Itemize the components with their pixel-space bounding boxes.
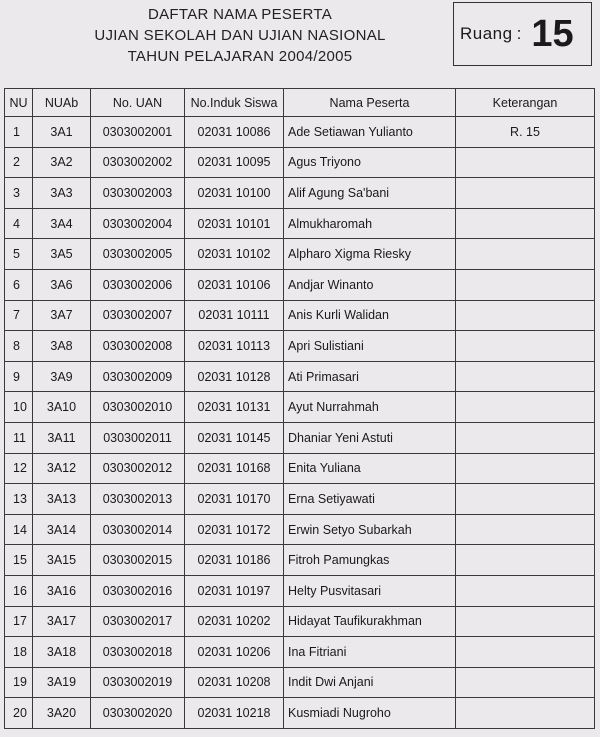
table-row [5,667,595,698]
table-row [5,422,595,453]
cell-nu: 5 [5,239,33,270]
participant-table [4,88,595,729]
cell-nama: Indit Dwi Anjani [284,667,456,698]
table-row [5,361,595,392]
cell-nu: 3 [5,178,33,209]
cell-nuab: 3A17 [33,606,91,637]
cell-no-induk: 02031 10208 [185,667,284,698]
cell-nu: 15 [5,545,33,576]
cell-no-induk: 02031 10100 [185,178,284,209]
cell-nama: Ati Primasari [284,361,456,392]
room-colon: : [516,24,522,43]
title-line-1: DAFTAR NAMA PESERTA [147,6,333,23]
cell-nama: Fitroh Pamungkas [284,545,456,576]
cell-nama: Erwin Setyo Subarkah [284,514,456,545]
table-header-row [5,89,595,117]
cell-nu: 10 [5,392,33,423]
cell-no-induk: 02031 10095 [185,147,284,178]
cell-nuab: 3A9 [33,361,91,392]
cell-nama: Dhaniar Yeni Astuti [284,422,456,453]
cell-keterangan [456,208,595,239]
cell-nu: 2 [5,147,33,178]
cell-nuab: 3A14 [33,514,91,545]
table-row [5,300,595,331]
cell-keterangan [456,361,595,392]
cell-nama: Agus Triyono [284,147,456,178]
cell-keterangan [456,575,595,606]
cell-nama: Anis Kurli Walidan [284,300,456,331]
cell-nama: Alif Agung Sa'bani [284,178,456,209]
cell-no-uan: 0303002013 [91,484,185,515]
cell-no-induk: 02031 10218 [185,698,284,729]
title-line-2: UJIAN SEKOLAH DAN UJIAN NASIONAL [94,27,386,44]
cell-keterangan [456,331,595,362]
cell-nu: 18 [5,637,33,668]
cell-no-uan: 0303002010 [91,392,185,423]
cell-nama: Ina Fitriani [284,637,456,668]
table-row [5,208,595,239]
table-row [5,545,595,576]
cell-nu: 6 [5,269,33,300]
cell-no-uan: 0303002016 [91,575,185,606]
table-row [5,269,595,300]
col-header-nuab: NUAb [33,89,91,117]
cell-no-induk: 02031 10113 [185,331,284,362]
cell-no-uan: 0303002020 [91,698,185,729]
cell-nu: 11 [5,422,33,453]
cell-nu: 14 [5,514,33,545]
table-row [5,331,595,362]
cell-keterangan [456,514,595,545]
table-row [5,698,595,729]
cell-no-uan: 0303002017 [91,606,185,637]
cell-no-induk: 02031 10128 [185,361,284,392]
col-header-keterangan: Keterangan [456,89,595,117]
cell-no-uan: 0303002018 [91,637,185,668]
cell-nuab: 3A16 [33,575,91,606]
room-label: Ruang [460,24,513,43]
room-number: 15 [531,12,574,55]
cell-nuab: 3A15 [33,545,91,576]
cell-no-uan: 0303002014 [91,514,185,545]
cell-keterangan [456,698,595,729]
table-row [5,117,595,148]
cell-no-induk: 02031 10086 [185,117,284,148]
table-body [5,117,595,729]
cell-nu: 12 [5,453,33,484]
cell-nuab: 3A7 [33,300,91,331]
table-row [5,392,595,423]
cell-nu: 9 [5,361,33,392]
col-header-nama: Nama Peserta [284,89,456,117]
cell-keterangan [456,239,595,270]
table-row [5,637,595,668]
cell-no-uan: 0303002002 [91,147,185,178]
cell-no-induk: 02031 10111 [185,300,284,331]
cell-nu: 13 [5,484,33,515]
cell-no-induk: 02031 10101 [185,208,284,239]
cell-no-uan: 0303002008 [91,331,185,362]
cell-keterangan [456,637,595,668]
cell-keterangan [456,178,595,209]
cell-keterangan [456,545,595,576]
cell-nu: 16 [5,575,33,606]
cell-nuab: 3A19 [33,667,91,698]
cell-nu: 4 [5,208,33,239]
table-row [5,484,595,515]
cell-no-uan: 0303002011 [91,422,185,453]
cell-nuab: 3A13 [33,484,91,515]
cell-nu: 8 [5,331,33,362]
cell-nama: Almukharomah [284,208,456,239]
cell-nama: Ayut Nurrahmah [284,392,456,423]
col-header-nu: NU [5,89,33,117]
cell-no-uan: 0303002019 [91,667,185,698]
cell-no-induk: 02031 10172 [185,514,284,545]
cell-keterangan [456,453,595,484]
cell-no-induk: 02031 10206 [185,637,284,668]
cell-keterangan [456,422,595,453]
cell-nuab: 3A18 [33,637,91,668]
cell-no-induk: 02031 10145 [185,422,284,453]
cell-no-uan: 0303002012 [91,453,185,484]
cell-nama: Apri Sulistiani [284,331,456,362]
cell-no-uan: 0303002005 [91,239,185,270]
cell-no-induk: 02031 10131 [185,392,284,423]
cell-nu: 19 [5,667,33,698]
cell-nama: Kusmiadi Nugroho [284,698,456,729]
cell-keterangan [456,392,595,423]
cell-nama: Helty Pusvitasari [284,575,456,606]
room-box [453,2,592,66]
cell-no-uan: 0303002006 [91,269,185,300]
document-title [40,4,440,67]
cell-keterangan [456,484,595,515]
cell-nu: 7 [5,300,33,331]
table-row [5,514,595,545]
cell-no-induk: 02031 10202 [185,606,284,637]
cell-nama: Andjar Winanto [284,269,456,300]
cell-nama: Enita Yuliana [284,453,456,484]
cell-no-induk: 02031 10197 [185,575,284,606]
cell-nu: 1 [5,117,33,148]
cell-no-induk: 02031 10102 [185,239,284,270]
cell-nuab: 3A10 [33,392,91,423]
cell-nuab: 3A5 [33,239,91,270]
cell-keterangan: R. 15 [456,117,595,148]
cell-nuab: 3A20 [33,698,91,729]
cell-no-induk: 02031 10186 [185,545,284,576]
table-row [5,147,595,178]
cell-nama: Erna Setiyawati [284,484,456,515]
cell-no-induk: 02031 10170 [185,484,284,515]
cell-nuab: 3A12 [33,453,91,484]
cell-no-uan: 0303002007 [91,300,185,331]
cell-keterangan [456,300,595,331]
cell-nama: Hidayat Taufikurakhman [284,606,456,637]
cell-nu: 17 [5,606,33,637]
cell-nama: Ade Setiawan Yulianto [284,117,456,148]
cell-nuab: 3A6 [33,269,91,300]
cell-no-uan: 0303002015 [91,545,185,576]
cell-nuab: 3A1 [33,117,91,148]
cell-no-induk: 02031 10106 [185,269,284,300]
table-row [5,453,595,484]
table-row [5,575,595,606]
table-row [5,606,595,637]
cell-nu: 20 [5,698,33,729]
cell-keterangan [456,606,595,637]
cell-nuab: 3A3 [33,178,91,209]
cell-nuab: 3A11 [33,422,91,453]
cell-no-uan: 0303002001 [91,117,185,148]
cell-keterangan [456,269,595,300]
title-line-3: TAHUN PELAJARAN 2004/2005 [127,48,353,65]
table-row [5,178,595,209]
cell-no-uan: 0303002009 [91,361,185,392]
cell-nuab: 3A4 [33,208,91,239]
cell-nama: Alpharo Xigma Riesky [284,239,456,270]
cell-no-uan: 0303002003 [91,178,185,209]
cell-keterangan [456,667,595,698]
cell-keterangan [456,147,595,178]
col-header-no-induk: No.Induk Siswa [185,89,284,117]
cell-no-induk: 02031 10168 [185,453,284,484]
col-header-no-uan: No. UAN [91,89,185,117]
table-row [5,239,595,270]
cell-nuab: 3A8 [33,331,91,362]
cell-no-uan: 0303002004 [91,208,185,239]
cell-nuab: 3A2 [33,147,91,178]
